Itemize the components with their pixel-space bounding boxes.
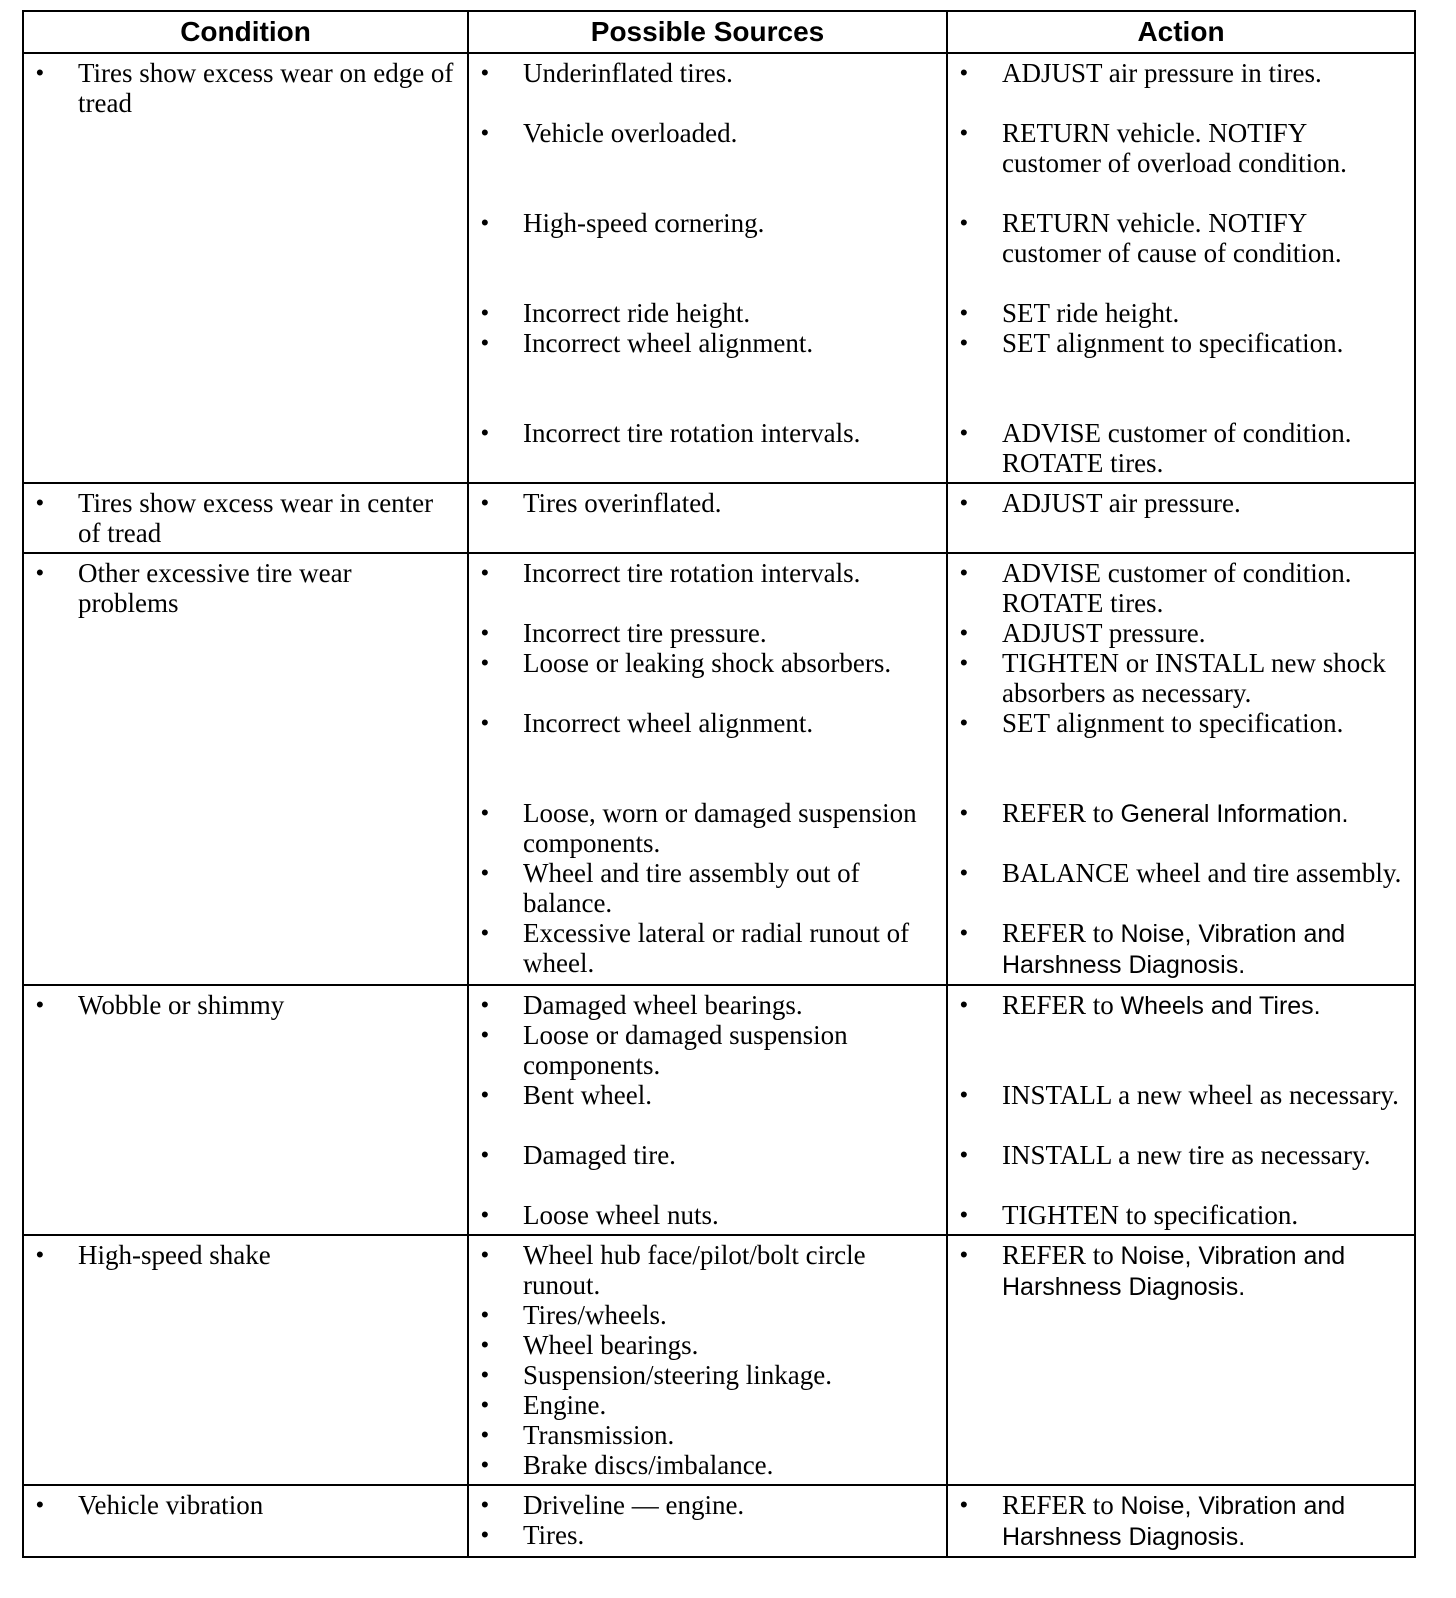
- header-condition: Condition: [23, 11, 468, 53]
- source-text: Bent wheel.: [523, 1080, 652, 1110]
- reference-link[interactable]: Noise, Vibration and Harshness Diagnosis.: [1002, 920, 1346, 979]
- bullet-item: [948, 990, 1414, 1080]
- sources-cell: [468, 553, 947, 985]
- bullet-item: [469, 1390, 946, 1420]
- bullet-icon: •: [481, 1302, 489, 1327]
- bullet-icon: •: [960, 490, 968, 515]
- source-text: Damaged tire.: [523, 1140, 676, 1170]
- source-text: Tires overinflated.: [523, 488, 722, 518]
- action-text: SET ride height.: [1002, 298, 1180, 328]
- bullet-icon: •: [36, 490, 44, 515]
- bullet-icon: •: [960, 560, 968, 585]
- bullet-item: [948, 1200, 1414, 1230]
- bullet-icon: •: [960, 120, 968, 145]
- bullet-item: [469, 1200, 946, 1230]
- bullet-icon: •: [481, 560, 489, 585]
- bullet-icon: •: [960, 1202, 968, 1227]
- bullet-icon: •: [960, 210, 968, 235]
- bullet-item: [948, 618, 1414, 648]
- header-possible-sources: Possible Sources: [468, 11, 947, 53]
- action-cell: [947, 1235, 1415, 1485]
- bullet-item: [948, 1240, 1414, 1302]
- action-text: BALANCE wheel and tire assembly.: [1002, 858, 1402, 888]
- source-text: Loose, worn or damaged suspension components.: [523, 798, 917, 858]
- action-text: [1002, 798, 1414, 829]
- condition-cell: [23, 483, 468, 553]
- reference-link[interactable]: General Information.: [1120, 800, 1349, 828]
- action-text: ADVISE customer of condition. ROTATE tires.: [1002, 418, 1352, 478]
- condition-cell: [23, 1235, 468, 1485]
- bullet-icon: •: [481, 1522, 489, 1547]
- action-text: [1002, 918, 1414, 980]
- bullet-item: [469, 618, 946, 648]
- bullet-item: [948, 488, 1414, 518]
- bullet-item: [469, 488, 946, 518]
- condition-text: Wobble or shimmy: [78, 990, 285, 1020]
- bullet-icon: •: [960, 1082, 968, 1107]
- bullet-item: [469, 208, 946, 298]
- table-row: [23, 985, 1415, 1235]
- sources-cell: [468, 483, 947, 553]
- bullet-icon: •: [960, 420, 968, 445]
- bullet-item: [469, 1080, 946, 1140]
- source-text: Tires.: [523, 1520, 585, 1550]
- source-text: Transmission.: [523, 1420, 675, 1450]
- condition-text: Tires show excess wear on edge of tread: [78, 58, 454, 118]
- bullet-item: [948, 918, 1414, 980]
- bullet-item: [469, 58, 946, 118]
- condition-text: Other excessive tire wear problems: [78, 558, 352, 618]
- bullet-icon: •: [960, 1142, 968, 1167]
- source-text: Incorrect tire pressure.: [523, 618, 767, 648]
- source-text: Underinflated tires.: [523, 58, 733, 88]
- bullet-icon: •: [481, 620, 489, 645]
- bullet-icon: •: [960, 1492, 968, 1517]
- bullet-item: [948, 118, 1414, 208]
- bullet-item: [948, 208, 1414, 298]
- bullet-icon: •: [36, 560, 44, 585]
- action-text: ADJUST pressure.: [1002, 618, 1206, 648]
- source-text: High-speed cornering.: [523, 208, 765, 238]
- bullet-item: [469, 328, 946, 418]
- bullet-item: [24, 58, 467, 118]
- action-text: [1002, 990, 1414, 1021]
- bullet-item: [469, 918, 946, 978]
- action-verb: REFER to: [1002, 990, 1121, 1020]
- bullet-icon: •: [481, 800, 489, 825]
- action-cell: [947, 483, 1415, 553]
- bullet-item: [469, 798, 946, 858]
- bullet-item: [948, 648, 1414, 708]
- bullet-icon: •: [481, 992, 489, 1017]
- bullet-item: [948, 58, 1414, 118]
- source-text: Driveline — engine.: [523, 1490, 745, 1520]
- bullet-item: [469, 1020, 946, 1080]
- bullet-item: [469, 558, 946, 618]
- bullet-icon: •: [481, 920, 489, 945]
- bullet-icon: •: [960, 920, 968, 945]
- bullet-item: [24, 558, 467, 618]
- table-row: [23, 53, 1415, 483]
- bullet-item: [469, 418, 946, 448]
- bullet-icon: •: [960, 800, 968, 825]
- bullet-item: [948, 1490, 1414, 1552]
- bullet-icon: •: [960, 300, 968, 325]
- bullet-item: [469, 858, 946, 918]
- bullet-item: [469, 298, 946, 328]
- bullet-icon: •: [481, 1242, 489, 1267]
- bullet-icon: •: [960, 650, 968, 675]
- action-verb: REFER to: [1002, 1240, 1121, 1270]
- source-text: Excessive lateral or radial runout of wheel.: [523, 918, 910, 978]
- bullet-icon: •: [481, 420, 489, 445]
- bullet-icon: •: [481, 710, 489, 735]
- action-cell: [947, 53, 1415, 483]
- bullet-icon: •: [481, 1082, 489, 1107]
- bullet-item: [469, 708, 946, 798]
- bullet-item: [469, 648, 946, 708]
- reference-link[interactable]: Noise, Vibration and Harshness Diagnosis.: [1002, 1492, 1346, 1551]
- bullet-icon: •: [481, 1202, 489, 1227]
- source-text: Loose or leaking shock absorbers.: [523, 648, 892, 678]
- bullet-icon: •: [960, 992, 968, 1017]
- bullet-item: [24, 990, 467, 1020]
- bullet-icon: •: [481, 1492, 489, 1517]
- bullet-item: [24, 1490, 467, 1520]
- condition-text: Vehicle vibration: [78, 1490, 264, 1520]
- action-text: SET alignment to specification.: [1002, 328, 1344, 358]
- bullet-icon: •: [36, 1492, 44, 1517]
- source-text: Incorrect tire rotation intervals.: [523, 558, 861, 588]
- bullet-icon: •: [36, 60, 44, 85]
- bullet-item: [948, 798, 1414, 858]
- condition-cell: [23, 1485, 468, 1557]
- action-text: RETURN vehicle. NOTIFY customer of overload condition.: [1002, 118, 1347, 178]
- bullet-icon: •: [481, 60, 489, 85]
- bullet-item: [948, 328, 1414, 418]
- action-text: INSTALL a new wheel as necessary.: [1002, 1080, 1399, 1110]
- table-row: [23, 483, 1415, 553]
- action-verb: REFER to: [1002, 918, 1121, 948]
- source-text: Wheel bearings.: [523, 1330, 699, 1360]
- condition-text: Tires show excess wear in center of tread: [78, 488, 434, 548]
- bullet-item: [469, 1420, 946, 1450]
- action-text: RETURN vehicle. NOTIFY customer of cause of condition.: [1002, 208, 1342, 268]
- sources-cell: [468, 1485, 947, 1557]
- bullet-icon: •: [481, 1422, 489, 1447]
- bullet-item: [469, 1490, 946, 1520]
- bullet-item: [24, 1240, 467, 1270]
- source-text: Incorrect wheel alignment.: [523, 708, 814, 738]
- bullet-item: [469, 1140, 946, 1200]
- table-row: [23, 553, 1415, 985]
- action-verb: REFER to: [1002, 1490, 1121, 1520]
- header-row: [23, 11, 1415, 53]
- bullet-icon: •: [481, 330, 489, 355]
- bullet-item: [469, 1450, 946, 1480]
- bullet-item: [469, 1300, 946, 1330]
- action-text: [1002, 1490, 1414, 1552]
- bullet-item: [948, 1080, 1414, 1140]
- sources-cell: [468, 53, 947, 483]
- bullet-item: [948, 708, 1414, 798]
- bullet-item: [948, 418, 1414, 478]
- bullet-icon: •: [481, 860, 489, 885]
- source-text: Brake discs/imbalance.: [523, 1450, 774, 1480]
- source-text: Engine.: [523, 1390, 607, 1420]
- action-verb: REFER to: [1002, 798, 1121, 828]
- bullet-item: [469, 118, 946, 208]
- bullet-item: [469, 990, 946, 1020]
- action-cell: [947, 553, 1415, 985]
- bullet-item: [948, 1140, 1414, 1200]
- action-text: ADVISE customer of condition. ROTATE tires.: [1002, 558, 1352, 618]
- source-text: Loose wheel nuts.: [523, 1200, 719, 1230]
- condition-cell: [23, 553, 468, 985]
- action-text: [1002, 1240, 1414, 1302]
- bullet-icon: •: [481, 1022, 489, 1047]
- source-text: Incorrect wheel alignment.: [523, 328, 814, 358]
- bullet-item: [469, 1520, 946, 1550]
- source-text: Wheel hub face/pilot/bolt circle runout.: [523, 1240, 866, 1300]
- bullet-icon: •: [481, 120, 489, 145]
- bullet-icon: •: [481, 650, 489, 675]
- bullet-icon: •: [960, 860, 968, 885]
- bullet-icon: •: [481, 1142, 489, 1167]
- action-cell: [947, 1485, 1415, 1557]
- bullet-icon: •: [481, 1392, 489, 1417]
- reference-link[interactable]: Noise, Vibration and Harshness Diagnosis.: [1002, 1242, 1346, 1301]
- sources-cell: [468, 1235, 947, 1485]
- bullet-item: [24, 488, 467, 548]
- source-text: Tires/wheels.: [523, 1300, 667, 1330]
- bullet-icon: •: [960, 710, 968, 735]
- action-text: INSTALL a new tire as necessary.: [1002, 1140, 1371, 1170]
- action-text: ADJUST air pressure in tires.: [1002, 58, 1322, 88]
- table-row: [23, 1485, 1415, 1557]
- bullet-icon: •: [481, 210, 489, 235]
- diagnosis-table: [22, 10, 1416, 1558]
- bullet-item: [469, 1330, 946, 1360]
- bullet-item: [469, 1240, 946, 1300]
- source-text: Vehicle overloaded.: [523, 118, 738, 148]
- source-text: Suspension/steering linkage.: [523, 1360, 832, 1390]
- condition-text: High-speed shake: [78, 1240, 271, 1270]
- bullet-icon: •: [960, 60, 968, 85]
- action-cell: [947, 985, 1415, 1235]
- action-text: SET alignment to specification.: [1002, 708, 1344, 738]
- source-text: Damaged wheel bearings.: [523, 990, 803, 1020]
- bullet-item: [948, 558, 1414, 618]
- bullet-icon: •: [960, 330, 968, 355]
- source-text: Wheel and tire assembly out of balance.: [523, 858, 860, 918]
- bullet-item: [469, 1360, 946, 1390]
- action-text: ADJUST air pressure.: [1002, 488, 1241, 518]
- source-text: Incorrect ride height.: [523, 298, 751, 328]
- bullet-item: [948, 298, 1414, 328]
- reference-link[interactable]: Wheels and Tires.: [1120, 992, 1321, 1020]
- action-text: TIGHTEN or INSTALL new shock absorbers as necessary.: [1002, 648, 1386, 708]
- bullet-icon: •: [481, 1362, 489, 1387]
- action-text: TIGHTEN to specification.: [1002, 1200, 1299, 1230]
- header-action: Action: [947, 11, 1415, 53]
- table-row: [23, 1235, 1415, 1485]
- bullet-icon: •: [960, 1242, 968, 1267]
- bullet-icon: •: [960, 620, 968, 645]
- bullet-icon: •: [481, 300, 489, 325]
- diagnosis-table-container: [22, 10, 1414, 1558]
- source-text: Incorrect tire rotation intervals.: [523, 418, 861, 448]
- condition-cell: [23, 53, 468, 483]
- bullet-item: [948, 858, 1414, 918]
- bullet-icon: •: [481, 1332, 489, 1357]
- sources-cell: [468, 985, 947, 1235]
- bullet-icon: •: [36, 992, 44, 1017]
- bullet-icon: •: [481, 1452, 489, 1477]
- bullet-icon: •: [36, 1242, 44, 1267]
- source-text: Loose or damaged suspension components.: [523, 1020, 848, 1080]
- condition-cell: [23, 985, 468, 1235]
- bullet-icon: •: [481, 490, 489, 515]
